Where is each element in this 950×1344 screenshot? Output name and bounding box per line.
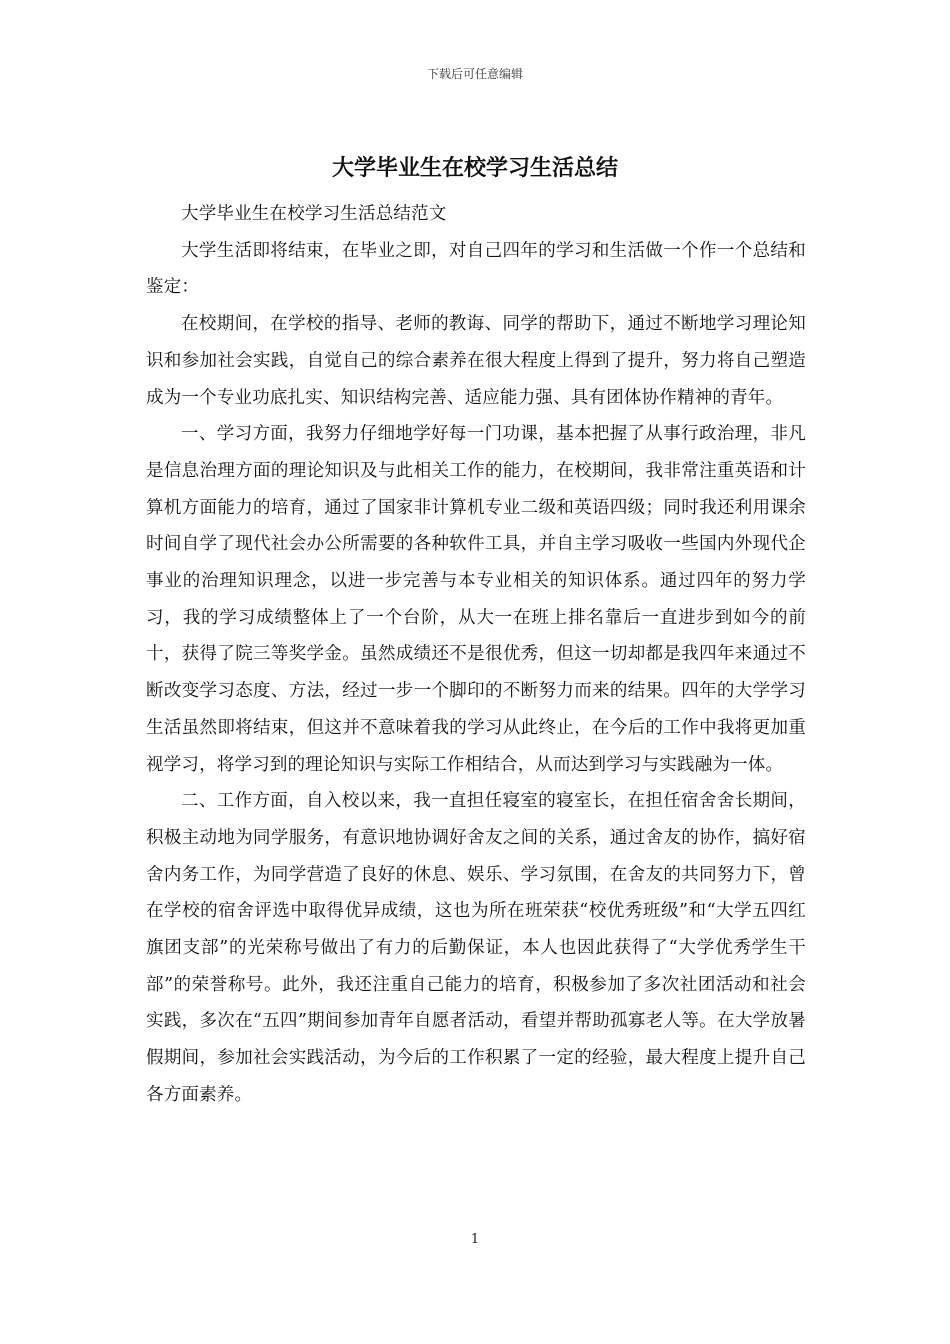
subtitle-paragraph: 大学毕业生在校学习生活总结范文 <box>181 204 447 224</box>
overview-paragraph: 在校期间，在学校的指导、老师的教诲、同学的帮助下，通过不断地学习理论知识和参加社会实践，自觉自己的综合素养在很大程度上得到了提升，努力将自己塑造成为一个专业功底扎实、知识结构完善、适应能力强、具有团体协作精神的青年。 <box>146 314 806 408</box>
document-body <box>146 196 806 1114</box>
work-section-paragraph: 二、工作方面，自入校以来，我一直担任寝室的寝室长，在担任宿舍舍长期间，积极主动地为同学服务，有意识地协调好舍友之间的关系，通过舍友的协作，搞好宿舍内务工作，为同学营造了良好的休息、娱乐、学习氛围，在舍友的共同努力下，曾在学校的宿舍评选中取得优异成绩，这也为所在班荣获“校优秀班级”和“大学五四红旗团支部”的光荣称号做出了有力的后勤保证，本人也因此获得了“大学优秀学生干部”的荣誉称号。此外，我还注重自己能力的培育，积极参加了多次社团活动和社会实践，多次在“五四”期间参加青年自愿者活动，看望并帮助孤寡老人等。在大学放暑假期间，参加社会实践活动，为今后的工作积累了一定的经验，最大程度上提升自己各方面素养。 <box>146 791 806 1105</box>
document-title: 大学毕业生在校学习生活总结 <box>331 156 618 181</box>
intro-paragraph: 大学生活即将结束，在毕业之即，对自己四年的学习和生活做一个作一个总结和鉴定： <box>146 240 806 298</box>
study-section-paragraph: 一、学习方面，我努力仔细地学好每一门功课，基本把握了从事行政治理，非凡是信息治理方面的理论知识及与此相关工作的能力，在校期间，我非常注重英语和计算机方面能力的培育，通过了国家非计算机专业二级和英语四级；同时我还利用课余时间自学了现代社会办公所需要的各种软件工具，并自主学习吸收一些国内外现代企事业的治理知识理念，以进一步完善与本专业相关的知识体系。通过四年的努力学习，我的学习成绩整体上了一个台阶，从大一在班上排名靠后一直进步到如今的前十，获得了院三等奖学金。虽然成绩还不是很优秀，但这一切却都是我四年来通过不断改变学习态度、方法，经过一步一个脚印的不断努力而来的结果。四年的大学学习生活虽然即将结束，但这并不意味着我的学习从此终止，在今后的工作中我将更加重视学习，将学习到的理论知识与实际工作相结合，从而达到学习与实践融为一体。 <box>146 424 806 775</box>
page-number: 1 <box>470 1232 480 1247</box>
page-header-note: 下载后可任意编辑 <box>426 67 523 81</box>
